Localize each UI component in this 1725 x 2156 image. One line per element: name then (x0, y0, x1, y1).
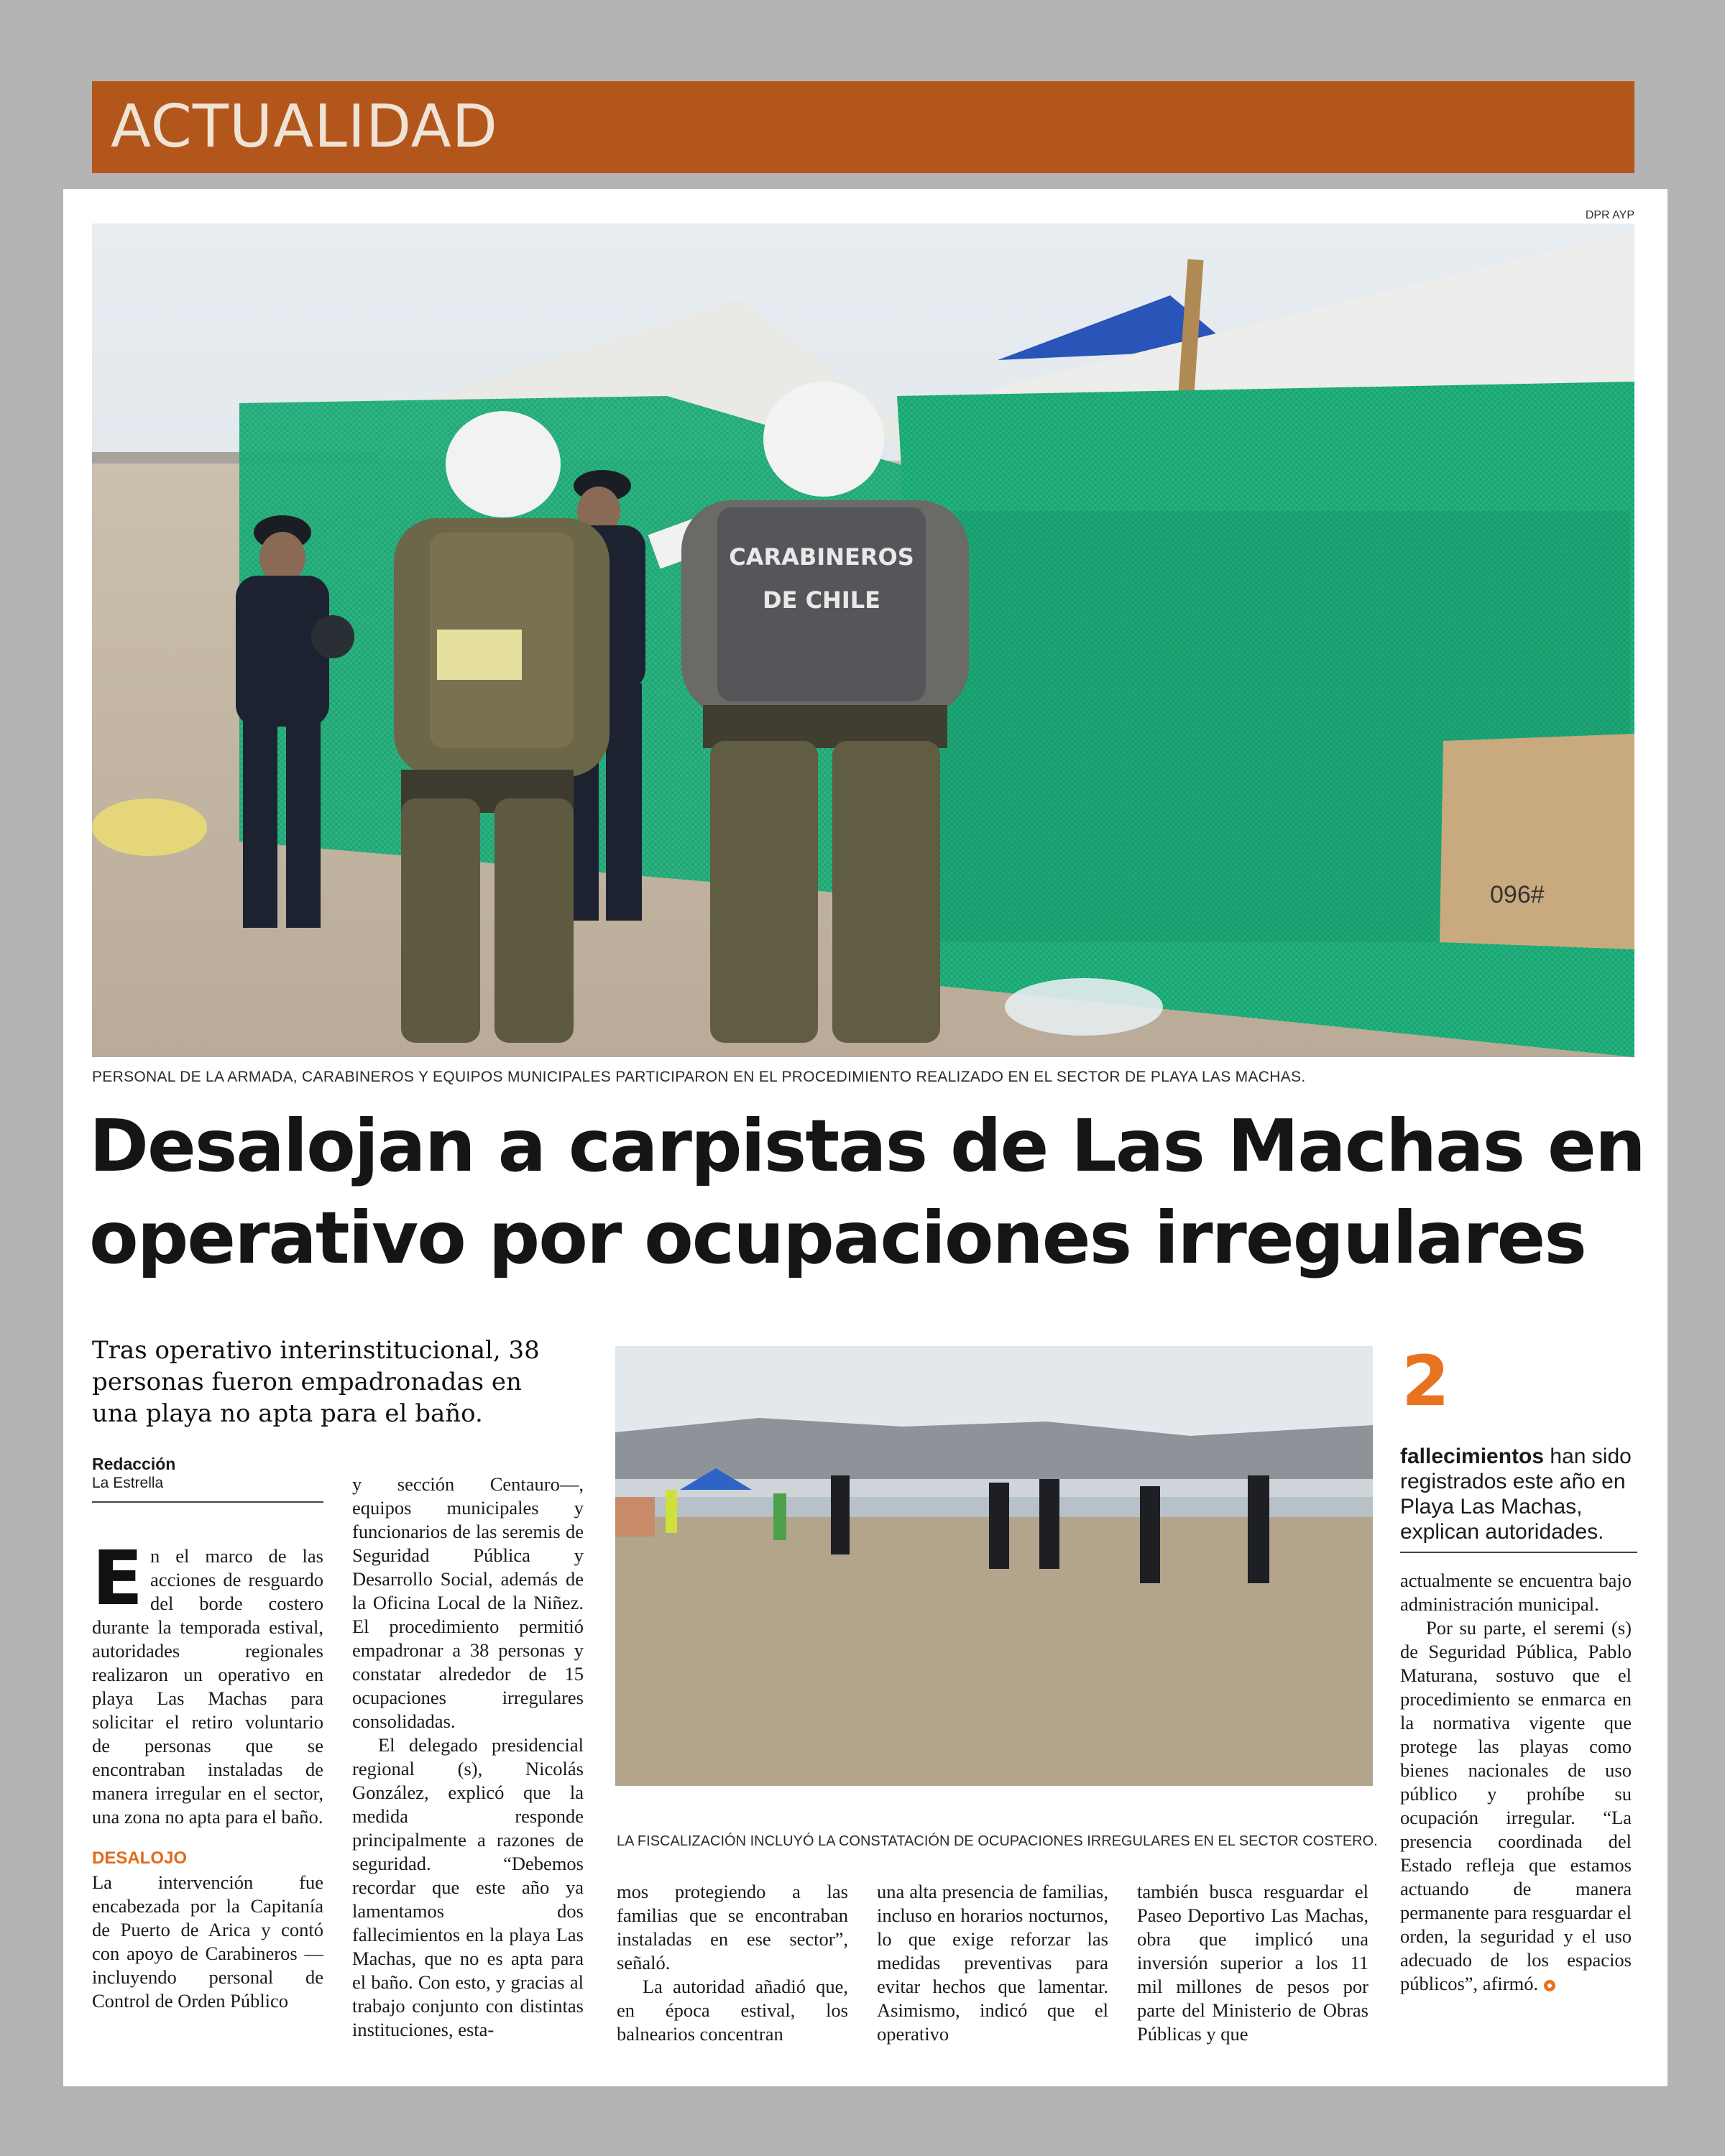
vest-text-line-1: CARABINEROS (729, 543, 914, 571)
article-column-6 (1400, 1569, 1632, 1996)
main-photo-caption: PERSONAL DE LA ARMADA, CARABINEROS Y EQUIPOS MUNICIPALES PARTICIPARON EN EL PROCEDIMIENTO REALIZADO EN EL SECTOR DE PLAYA LAS MACHAS. (92, 1069, 1306, 1085)
paragraph-8: también busca resguardar el Paseo Deportivo Las Machas, obra que implicó una inversión superior a los 11 mil millones de pesos por parte del Ministerio de Obras Públicas y que (1137, 1881, 1368, 2045)
paragraph-1: n el marco de las acciones de resguardo del borde costero durante la temporada estival, autoridades regionales realizaron un operativo en playa Las Machas para solicitar el retiro voluntario de personas que se encontraban instaladas de manera irregular en el sector, una zona no apta para el baño. (92, 1545, 323, 1828)
paragraph-6: La autoridad añadió que, en época estival, los balnearios concentran (617, 1976, 848, 2045)
main-photo-illustration (92, 224, 1634, 1057)
stat-number: 2 (1402, 1341, 1450, 1422)
vest-text-line-2: DE CHILE (763, 586, 880, 614)
paragraph-4: El delegado presidencial regional (s), Nicolás González, explicó que la medida responde principalmente a razones de seguridad. “Debemos recordar que este año ya lamentamos dos fallecimientos en la playa Las Machas, que no es apta para el baño. Con esto, y gracias al trabajo conjunto con distintas instituciones, esta- (352, 1734, 584, 2040)
drop-cap: E (92, 1534, 144, 1622)
second-photo-caption: LA FISCALIZACIÓN INCLUYÓ LA CONSTATACIÓN DE OCUPACIONES IRREGULARES EN EL SECTOR COSTERO. (617, 1833, 1378, 1849)
subhead-desalojo: DESALOJO (92, 1848, 188, 1868)
paragraph-3: y sección Centauro—, equipos municipales y funcionarios de las seremis de Seguridad Pública y Desarrollo Social, además de la Oficina Local de la Niñez. El procedimiento permitió empadronar a 38 personas y constatar alrededor de 15 ocupaciones irregulares consolidadas. (352, 1473, 584, 1732)
article-column-1 (92, 1534, 323, 2013)
photo-credit: DPR AYP (1585, 209, 1634, 221)
stat-highlight: fallecimientos (1400, 1445, 1545, 1468)
byline-name: Redacción (92, 1455, 176, 1473)
paragraph-9: actualmente se encuentra bajo administración municipal. (1400, 1570, 1632, 1615)
main-photo (92, 224, 1634, 1057)
stat-divider (1400, 1552, 1637, 1553)
stat-text (1400, 1444, 1637, 1544)
section-header (92, 81, 1634, 173)
box-label: 096# (1490, 881, 1545, 908)
article-column-5 (1137, 1880, 1368, 2046)
byline-divider (92, 1501, 323, 1503)
end-of-article-icon (1544, 1980, 1555, 1991)
headline: Desalojan a carpistas de Las Machas en operativo por ocupaciones irregulares (89, 1104, 1644, 1280)
byline-outlet: La Estrella (92, 1475, 164, 1491)
paragraph-7: una alta presencia de familias, incluso en horarios nocturnos, lo que exige reforzar las medidas preventivas para evitar hechos que lamentar. Asimismo, indicó que el operativo (877, 1881, 1108, 2045)
paragraph-10: Por su parte, el seremi (s) de Seguridad Pública, Pablo Maturana, sostuvo que el procedimiento se enmarca en la normativa vigente que protege las playas como bienes nacionales de uso público y prohíbe su ocupación irregular. “La presencia coordinada del Estado refleja que estamos actuando de manera permanente para resguardar el orden, la seguridad y el uso adecuado de los espacios públicos”, afirmó. (1400, 1617, 1632, 1994)
second-photo (615, 1346, 1373, 1786)
byline (92, 1454, 323, 1493)
paragraph-5: mos protegiendo a las familias que se encontraban instaladas en ese sector”, señaló. (617, 1881, 848, 1973)
article-column-4 (877, 1880, 1108, 2046)
article-column-2 (352, 1473, 584, 2042)
stat-description: han sido registrados este año en Playa Las Machas, explican autoridades. (1400, 1445, 1632, 1544)
article-column-3 (617, 1880, 848, 2046)
newspaper-page (63, 189, 1668, 2086)
section-label: ACTUALIDAD (111, 93, 498, 161)
deck: Tras operativo interinstitucional, 38 personas fueron empadronadas en una playa no apta para el baño. (92, 1336, 540, 1428)
second-photo-illustration (615, 1346, 1373, 1786)
paragraph-2: La intervención fue encabezada por la Capitanía de Puerto de Arica y contó con apoyo de Carabineros —incluyendo personal de Control de Orden Público (92, 1871, 323, 2012)
